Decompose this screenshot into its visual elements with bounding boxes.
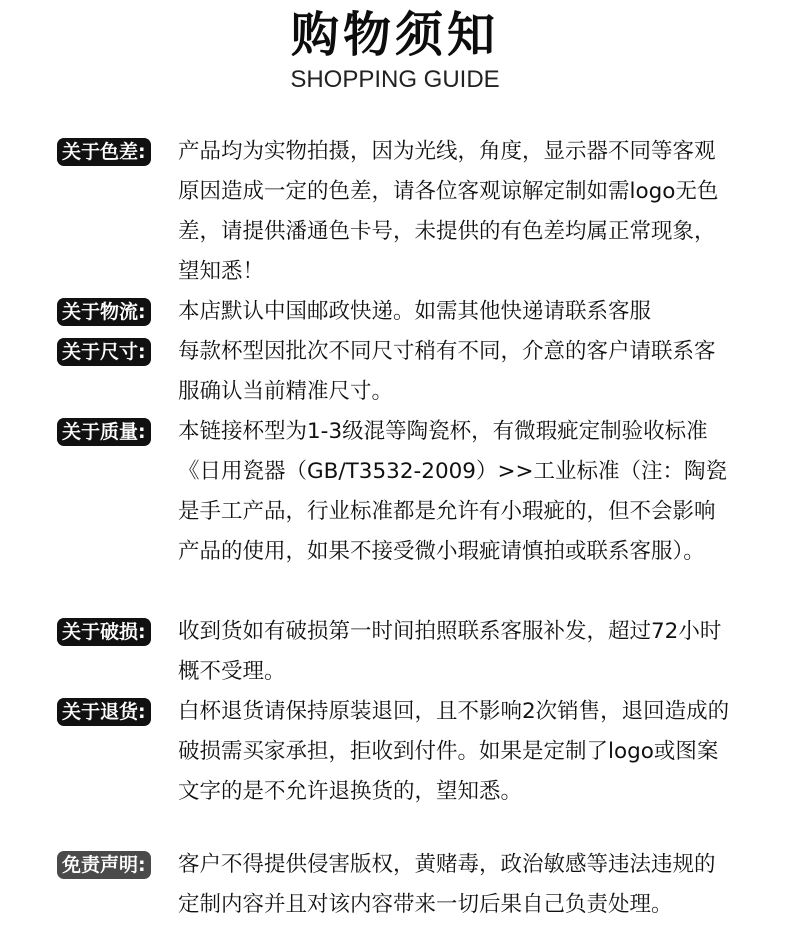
section-text-damage: 收到货如有破损第一时间拍照联系客服补发，超过72小时概不受理。 (178, 619, 722, 684)
section-badge-returns: 关于退货: (57, 698, 151, 726)
section-badge-size: 关于尺寸: (57, 338, 151, 366)
section-text-logistics: 本店默认中国邮政快递。如需其他快递请联系客服 (178, 299, 652, 324)
section-text-size: 每款杯型因批次不同尺寸稍有不同，介意的客户请联系客服确认当前精准尺寸。 (178, 339, 716, 404)
page-subtitle: SHOPPING GUIDE (290, 66, 500, 93)
section-text-color-difference: 产品均为实物拍摄，因为光线，角度，显示器不同等客观原因造成一定的色差，请各位客观谅解定制如需logo无色差，请提供潘通色卡号，未提供的有色差均属正常现象，望知悉！ (178, 139, 719, 284)
section-badge-quality: 关于质量: (57, 418, 151, 446)
section-text-quality: 本链接杯型为1-3级混等陶瓷杯，有微瑕疵定制验收标准《日用瓷器（GB/T3532-2009）>>工业标准（注：陶瓷是手工产品，行业标准都是允许有小瑕疵的，但不会影响产品的使用，如果不接受微小瑕疵请慎拍或联系客服）。 (178, 419, 728, 564)
section-badge-color-difference: 关于色差: (57, 138, 151, 166)
disclaimer-badge: 免责声明: (57, 851, 151, 879)
section-badge-logistics: 关于物流: (57, 298, 151, 326)
disclaimer-text: 客户不得提供侵害版权，黄赌毒，政治敏感等违法违规的定制内容并且对该内容带来一切后果自己负责处理。 (178, 852, 716, 917)
page-title: 购物须知 (290, 7, 499, 63)
section-badge-damage: 关于破损: (57, 618, 151, 646)
section-text-returns: 白杯退货请保持原装退回，且不影响2次销售，退回造成的破损需买家承担，拒收到付件。如果是定制了logo或图案文字的是不允许退换货的，望知悉。 (178, 699, 730, 804)
